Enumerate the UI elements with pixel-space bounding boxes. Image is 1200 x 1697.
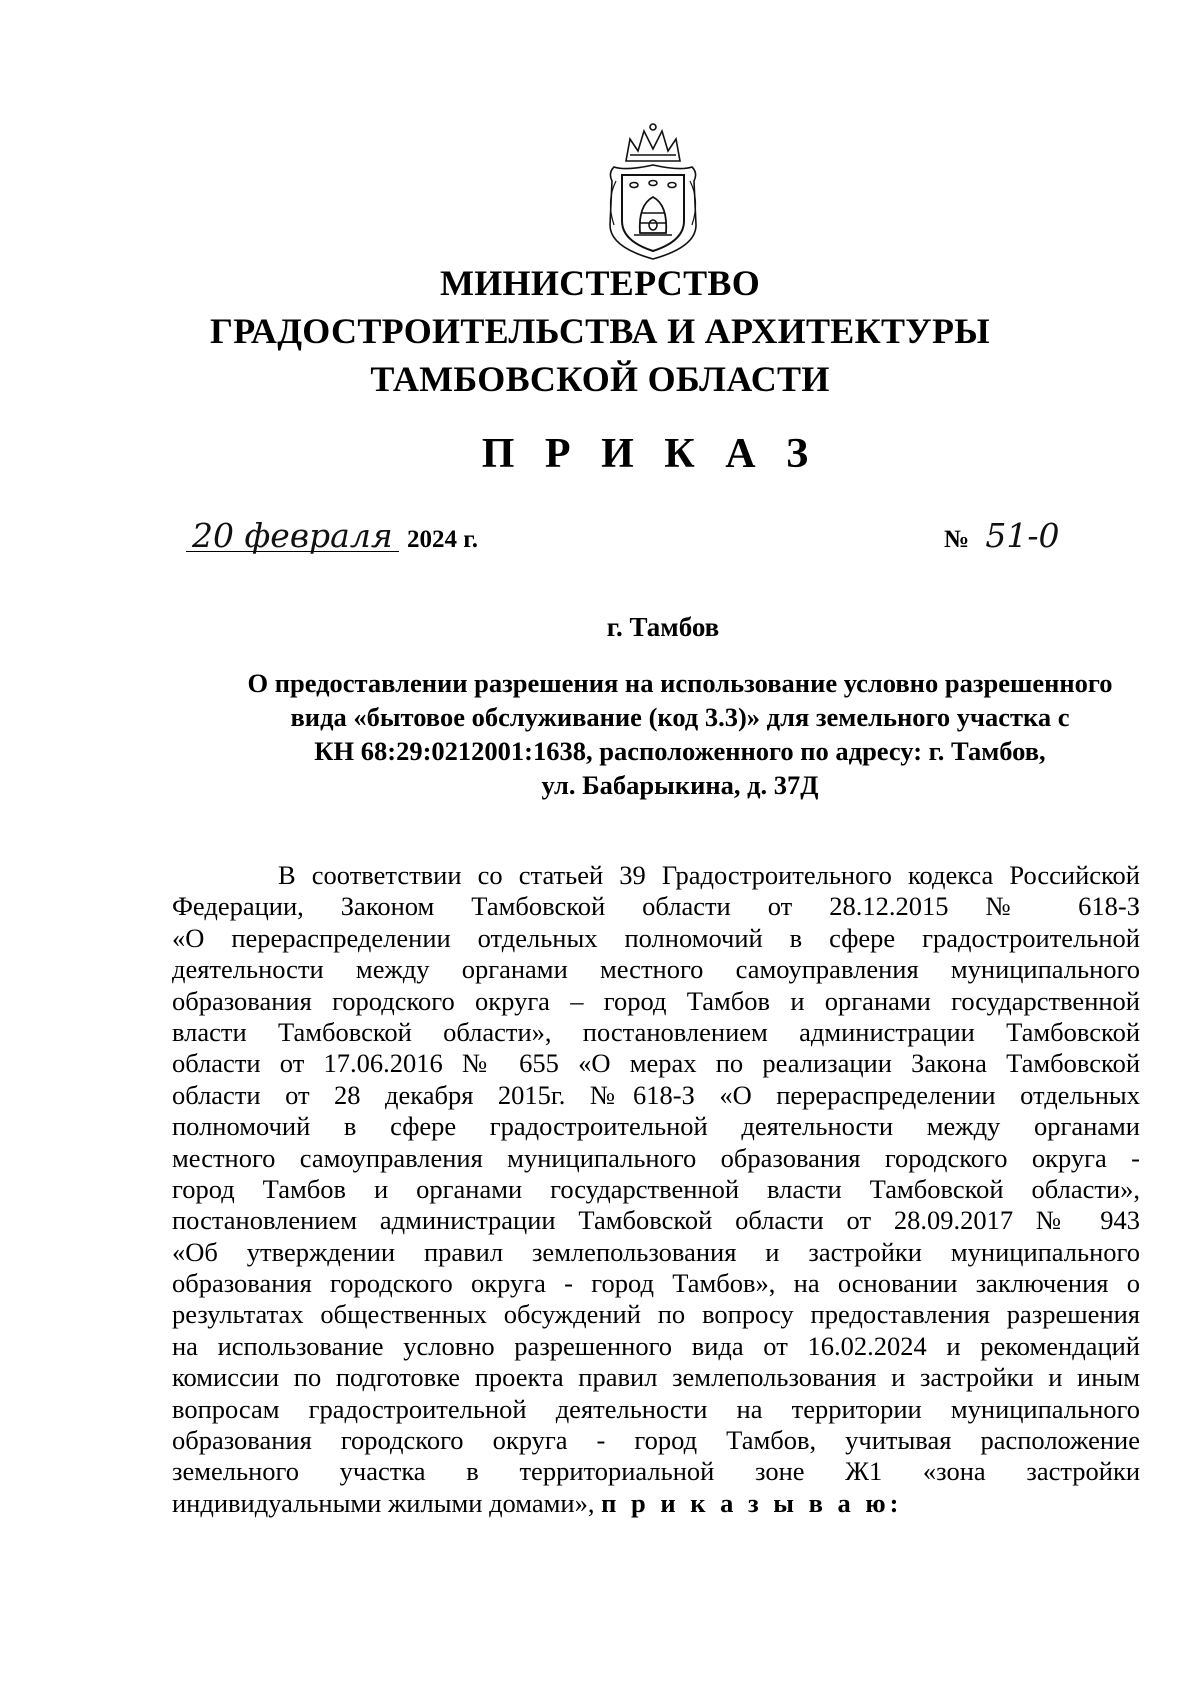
number-sign: № (944, 526, 970, 553)
order-year: 2024 г. (406, 526, 479, 553)
handwritten-number: 51-0 (985, 516, 1060, 555)
ministry-name (150, 259, 1050, 403)
tambov-coat-of-arms-emblem (600, 121, 706, 263)
document-type-title: П Р И К А З (481, 431, 819, 477)
body-line: образования городского округа - город Тамбов», на основании заключения о (172, 1268, 1140, 1299)
order-subject (170, 666, 1190, 802)
city-name: г. Тамбов (606, 612, 720, 642)
ministry-line-2: ГРАДОСТРОИТЕЛЬСТВА И АРХИТЕКТУРЫ (210, 311, 990, 351)
subject-line: КН 68:29:0212001:1638, расположенного по адресу: г. Тамбов, (314, 736, 1046, 766)
handwritten-date: 20 февраля (186, 521, 399, 552)
body-line: «О перераспределении отдельных полномочий в сфере градостроительной (172, 922, 1140, 953)
order-directive: п р и к а з ы в а ю: (601, 1487, 903, 1518)
order-date (186, 516, 479, 555)
body-line: области от 17.06.2016 № 655 «О мерах по реализации Закона Тамбовской (172, 1048, 1140, 1079)
subject-line: вида «бытовое обслуживание (код 3.3)» для земельного участка с (290, 702, 1070, 732)
body-line: постановлением администрации Тамбовской области от 28.09.2017 № 943 (172, 1205, 1140, 1236)
order-number (944, 516, 1066, 555)
body-line: Федерации, Законом Тамбовской области от 28.12.2015 № 618-З (172, 891, 1140, 922)
body-line: «Об утверждении правил землепользования и застройки муниципального (172, 1236, 1140, 1267)
body-line: образования городского округа - город Тамбов, учитывая расположение (172, 1425, 1140, 1456)
body-line: город Тамбов и органами государственной власти Тамбовской области», (172, 1173, 1140, 1204)
body-line: деятельности между органами местного самоуправления муниципального (172, 954, 1140, 985)
body-line: результатах общественных обсуждений по вопросу предоставления разрешения (172, 1299, 1140, 1330)
subject-line: ул. Бабарыкина, д. 37Д (541, 770, 819, 800)
order-body-paragraph (172, 860, 1140, 1519)
body-line: на использование условно разрешенного вида от 16.02.2024 и рекомендаций (172, 1330, 1140, 1361)
body-line: местного самоуправления муниципального образования городского округа - (172, 1142, 1140, 1173)
body-line: комиссии по подготовке проекта правил землепользования и застройки и иным (172, 1362, 1140, 1393)
body-line: области от 28 декабря 2015г. №618-З «О перераспределении отдельных (172, 1079, 1140, 1110)
body-line: В соответствии со статьей 39 Градостроительного кодекса Российской (278, 860, 1140, 890)
body-line: земельного участка в территориальной зоне Ж1 «зона застройки (172, 1456, 1140, 1487)
body-line-text: индивидуальными жилыми домами», (172, 1487, 595, 1518)
ministry-line-3: ТАМБОВСКОЙ ОБЛАСТИ (370, 359, 830, 399)
subject-line: О предоставлении разрешения на использование условно разрешенного (247, 668, 1113, 698)
body-line: власти Тамбовской области», постановлением администрации Тамбовской (172, 1016, 1140, 1047)
ministry-line-1: МИНИСТЕРСТВО (439, 263, 761, 303)
body-last-line (172, 1488, 1140, 1519)
body-line: полномочий в сфере градостроительной деятельности между органами (172, 1111, 1140, 1142)
body-line: образования городского округа – город Тамбов и органами государственной (172, 985, 1140, 1016)
body-line: вопросам градостроительной деятельности на территории муниципального (172, 1393, 1140, 1424)
